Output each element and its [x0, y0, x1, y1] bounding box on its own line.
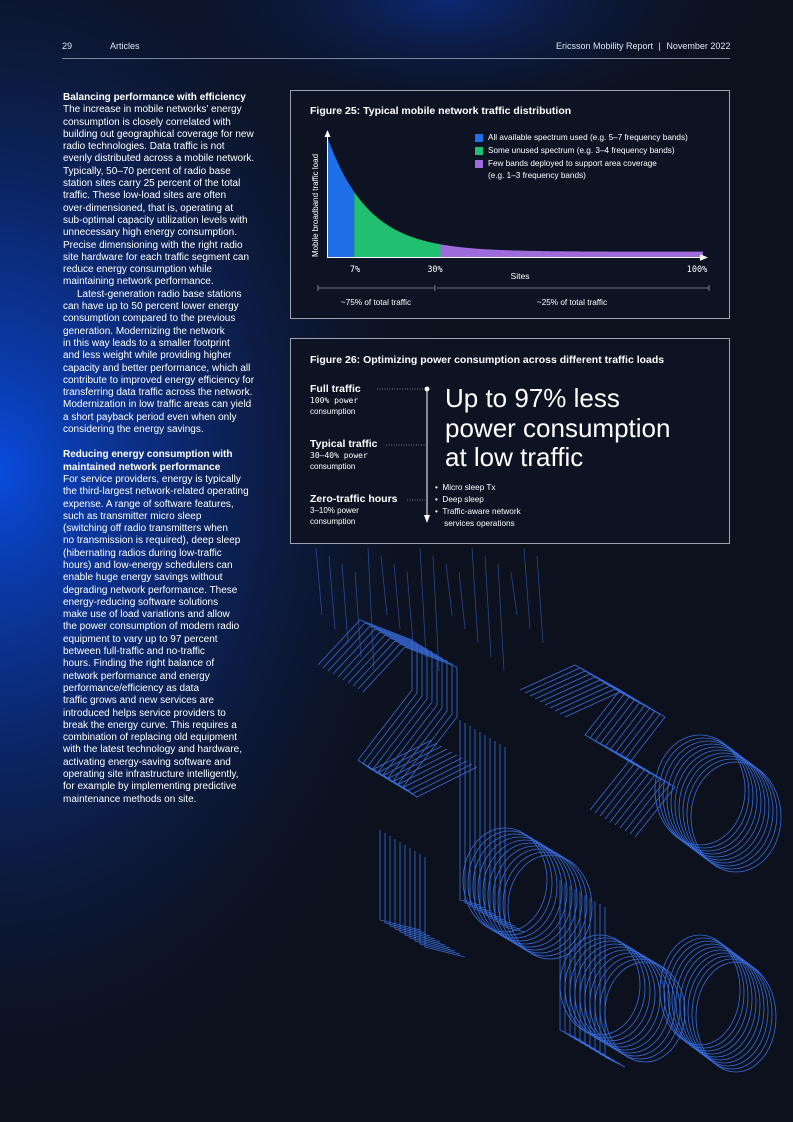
para1_lines-line: unnecessary high energy consumption.: [63, 227, 237, 239]
x-tick-30: 30%: [427, 265, 443, 275]
power-arrow-head: [424, 515, 430, 523]
heading-balancing: Balancing performance with efficiency: [63, 92, 246, 103]
para2_lines-line: in this way leads to a smaller footprint: [63, 337, 230, 349]
y-axis-label: Mobile broadband traffic load: [311, 153, 320, 257]
level-full-line1: 100% power: [310, 396, 359, 405]
para2_lines-line: can have up to 50 percent lower energy: [63, 301, 239, 313]
level-zero-title: Zero-traffic hours: [310, 493, 398, 505]
para1_lines-line: radio technologies. Data traffic is not: [63, 141, 225, 153]
header-separator: |: [658, 41, 661, 51]
para3_lines-line: break the energy curve. This requires a: [63, 719, 237, 731]
para1_lines-line: Typically, 50–70 percent of radio base: [63, 165, 231, 177]
level-typical-title: Typical traffic: [310, 438, 378, 450]
paragraph-3: [63, 474, 281, 806]
header-rule: [62, 58, 730, 59]
bullet-traffic-aware-cont: services operations: [444, 519, 515, 528]
para1_lines-line: traffic. These low-load sites are often: [63, 190, 227, 202]
para3_lines-line: such as transmitter micro sleep: [63, 510, 202, 522]
para3_lines-line: equipment to vary up to 97 percent: [63, 633, 218, 645]
heading-reducing: [63, 449, 281, 474]
level-typical-line1: 30–40% power: [310, 451, 368, 460]
paragraph-2: [63, 289, 281, 437]
para3_lines-line: no transmission is required), deep sleep: [63, 535, 241, 547]
para3_lines-line: the third-largest network-related operating: [63, 486, 249, 498]
para3_lines-line: hours) and low-energy schedulers can: [63, 559, 233, 571]
para1_lines-line: Precise dimensioning with the right radio: [63, 239, 243, 251]
heading2_lines-line: Reducing energy consumption with: [63, 449, 233, 461]
para3_lines-line: the power consumption of modern radio: [63, 621, 240, 633]
para2_lines-line: capacity and better performance, which all: [63, 362, 251, 374]
legend-item-few-bands: Few bands deployed to support area coverage: [488, 159, 657, 168]
para2_lines-line: Modernization in low traffic areas can yield: [63, 399, 252, 411]
para3_lines-line: enable huge energy savings without: [63, 572, 223, 584]
range-right-label: ~25% of total traffic: [536, 298, 608, 307]
figure-25: [290, 90, 730, 319]
para3_lines-line: between full-traffic and no-traffic: [63, 646, 205, 658]
legend-item-few-bands-sub: (e.g. 1–3 frequency bands): [488, 171, 586, 180]
para2_lines-line: Latest-generation radio base stations: [77, 288, 242, 300]
page-number: 29: [62, 41, 73, 51]
para2_lines-line: transferring data traffic across the network.: [63, 387, 253, 399]
para3_lines-line: for example by implementing predictive: [63, 781, 237, 793]
para2_lines-line: generation. Modernizing the network: [63, 325, 225, 337]
level-zero-traffic: [310, 493, 398, 527]
level-full-line2: consumption: [310, 407, 356, 416]
para1_lines-line: over-dimensioned, that is, operating at: [63, 202, 234, 214]
level-full-traffic: [310, 383, 361, 417]
para3_lines-line: performance/efficiency as data: [63, 682, 200, 694]
para2_lines-line: and less weight while providing higher: [63, 350, 232, 362]
level-typical-line2: consumption: [310, 462, 356, 471]
area-segment-3: [441, 244, 704, 257]
para2_lines-line: considering the energy savings.: [63, 424, 204, 436]
x-tick-7: 7%: [349, 265, 361, 275]
level-zero-line2: consumption: [310, 517, 356, 526]
headline-line-1: Up to 97% less: [445, 383, 620, 413]
x-tick-100: 100%: [686, 265, 708, 275]
figure-25-title: Figure 25: Typical mobile network traffic distribution: [310, 105, 572, 117]
legend-swatch-purple: [475, 160, 483, 168]
publication-name: Ericsson Mobility Report: [556, 41, 654, 51]
para3_lines-line: (switching off radio transmitters when: [63, 523, 228, 535]
para3_lines-line: make use of load variations and allow: [63, 609, 230, 621]
headline-97-percent: [445, 384, 705, 473]
para1_lines-line: evenly distributed across a mobile network.: [63, 153, 255, 165]
para3_lines-line: network performance and energy: [63, 670, 210, 682]
para3_lines-line: introduced helps service providers to: [63, 707, 226, 719]
para2_lines-line: consumption compared to the previous: [63, 313, 236, 325]
x-axis-label: Sites: [510, 271, 530, 281]
para1_lines-line: station sites carry 25 percent of the total: [63, 178, 241, 190]
x-axis-arrow: [700, 254, 708, 260]
area-segment-1: [328, 139, 354, 257]
legend-item-all-spectrum: All available spectrum used (e.g. 5–7 frequency bands): [488, 133, 688, 142]
para2_lines-line: contribute to improved energy efficiency for: [63, 374, 255, 386]
y-axis-arrow: [325, 130, 331, 137]
headline-line-2: power consumption: [445, 412, 671, 443]
publication-date: November 2022: [666, 41, 731, 51]
para3_lines-line: degrading network performance. These: [63, 584, 238, 596]
para1_lines-line: reduce energy consumption while: [63, 264, 212, 276]
level-full-title: Full traffic: [310, 383, 361, 395]
para3_lines-line: traffic grows and new services are: [63, 695, 214, 707]
para3_lines-line: hours. Finding the right balance of: [63, 658, 215, 670]
area-segment-2: [354, 192, 440, 257]
para3_lines-line: maintenance methods on site.: [63, 793, 197, 805]
para3_lines-line: expense. A range of software features,: [63, 498, 234, 510]
para1_lines-line: consumption is closely correlated with: [63, 116, 231, 128]
para3_lines-line: with the latest technology and hardware,: [63, 744, 242, 756]
range-left-label: ~75% of total traffic: [340, 298, 412, 307]
level-zero-line1: 3–10% power: [310, 506, 359, 515]
bullet-traffic-aware: • Traffic-aware network: [435, 507, 521, 516]
para1_lines-line: The increase in mobile networks’ energy: [63, 104, 242, 116]
para1_lines-line: maintaining network performance.: [63, 276, 214, 288]
para1_lines-line: site hardware for each traffic segment can: [63, 251, 250, 263]
para1_lines-line: sub-optimal capacity utilization levels with: [63, 214, 248, 226]
headline-line-3: at low traffic: [445, 442, 584, 472]
bullet-deep-sleep: • Deep sleep: [435, 495, 484, 504]
section-label[interactable]: Articles: [110, 41, 140, 51]
paragraph-1: [63, 104, 281, 288]
legend-swatch-blue: [475, 134, 483, 142]
bullet-list: [435, 482, 521, 530]
para3_lines-line: operating site infrastructure intelligently,: [63, 769, 239, 781]
para2_lines-line: a short payback period even when only: [63, 411, 237, 423]
heading2_lines-line: maintained network performance: [63, 461, 221, 473]
para3_lines-line: combination of replacing old equipment: [63, 732, 237, 744]
para3_lines-line: energy-reducing software solutions: [63, 596, 219, 608]
level-typical-traffic: [310, 438, 378, 472]
para3_lines-line: activating energy-saving software and: [63, 756, 231, 768]
publication-title: [556, 41, 730, 51]
range-brackets: [318, 285, 709, 291]
para1_lines-line: building out geographical coverage for new: [63, 128, 254, 140]
figure-26-title: Figure 26: Optimizing power consumption across different traffic loads: [310, 354, 665, 366]
para3_lines-line: For service providers, energy is typically: [63, 473, 241, 485]
legend-item-some-unused: Some unused spectrum (e.g. 3–4 frequency bands): [488, 146, 675, 155]
bullet-micro-sleep: • Micro sleep Tx: [435, 483, 496, 492]
para3_lines-line: (hibernating radios during low-traffic: [63, 547, 222, 559]
article-body: [63, 92, 281, 806]
legend-swatch-green: [475, 147, 483, 155]
traffic-distribution-chart: [291, 91, 729, 318]
